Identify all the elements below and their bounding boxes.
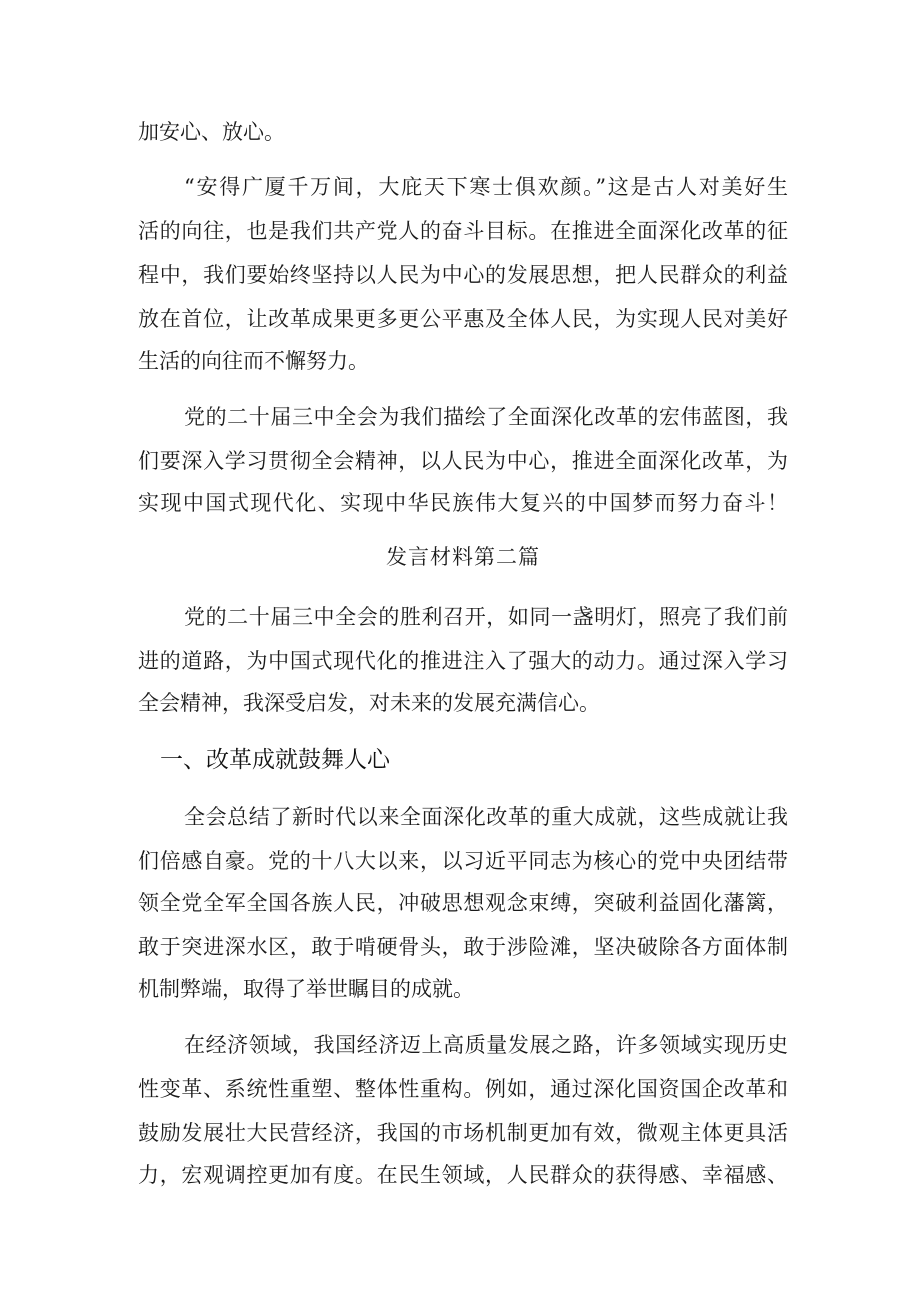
paragraph-line: 加安心、放心。 xyxy=(138,120,285,144)
paragraph-line: 敢于突进深水区，敢于啃硬骨头，敢于涉险滩，坚决破除各方面体制 xyxy=(138,935,788,959)
paragraph-line: 全会精神，我深受启发，对未来的发展充满信心。 xyxy=(138,691,600,715)
paragraph-line: 进的道路，为中国式现代化的推进注入了强大的动力。通过深入学习 xyxy=(138,649,788,673)
paragraph-line: 党的二十届三中全会为我们描绘了全面深化改革的宏伟蓝图，我 xyxy=(184,405,788,429)
paragraph-line: “安得广厦千万间，大庇天下寒士俱欢颜。”这是古人对美好生 xyxy=(184,175,788,199)
paragraph-line: 活的向往，也是我们共产党人的奋斗目标。在推进全面深化改革的征 xyxy=(138,219,788,243)
paragraph-line: 放在首位，让改革成果更多更公平惠及全体人民，为实现人民对美好 xyxy=(138,307,788,331)
paragraph-line: 实现中国式现代化、实现中华民族伟大复兴的中国梦而努力奋斗！ xyxy=(138,491,788,515)
paragraph-line: 在经济领域，我国经济迈上高质量发展之路，许多领域实现历史 xyxy=(184,1033,788,1057)
paragraph-line: 力，宏观调控更加有度。在民生领域，人民群众的获得感、幸福感、 xyxy=(138,1163,788,1187)
paragraph-line: 领全党全军全国各族人民，冲破思想观念束缚，突破利益固化藩篱， xyxy=(138,891,788,915)
paragraph-line: 机制弊端，取得了举世瞩目的成就。 xyxy=(138,977,474,1001)
section-heading: 一、改革成就鼓舞人心 xyxy=(160,747,390,773)
paragraph-line: 们倍感自豪。党的十八大以来，以习近平同志为核心的党中央团结带 xyxy=(138,849,788,873)
paragraph-line: 程中，我们要始终坚持以人民为中心的发展思想，把人民群众的利益 xyxy=(138,263,788,287)
paragraph-line: 党的二十届三中全会的胜利召开，如同一盏明灯，照亮了我们前 xyxy=(184,605,788,629)
section-title: 发言材料第二篇 xyxy=(386,545,540,569)
paragraph-line: 性变革、系统性重塑、整体性重构。例如，通过深化国资国企改革和 xyxy=(138,1077,788,1101)
paragraph-line: 生活的向往而不懈努力。 xyxy=(138,349,369,373)
paragraph-line: 鼓励发展壮大民营经济，我国的市场机制更加有效，微观主体更具活 xyxy=(138,1121,788,1145)
paragraph-line: 全会总结了新时代以来全面深化改革的重大成就，这些成就让我 xyxy=(184,805,788,829)
paragraph-line: 们要深入学习贯彻全会精神，以人民为中心，推进全面深化改革，为 xyxy=(138,449,788,473)
